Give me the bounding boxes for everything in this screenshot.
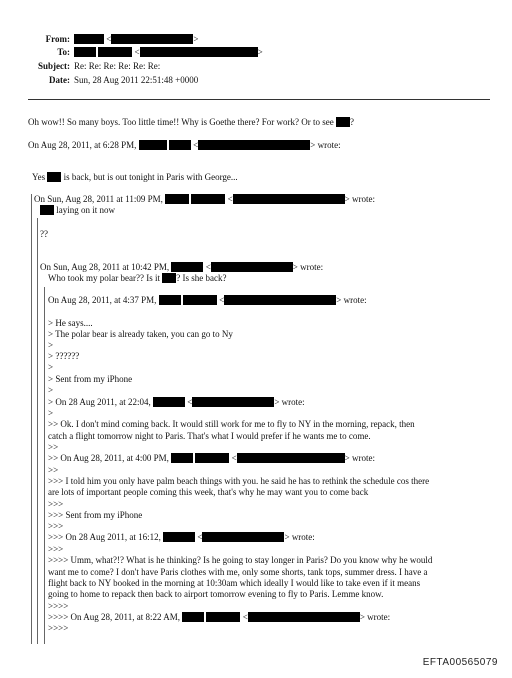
redaction bbox=[206, 612, 240, 622]
redaction bbox=[162, 273, 176, 283]
redaction bbox=[111, 34, 193, 44]
body-line: On Sun, Aug 28, 2011 at 10:42 PM, < > wrote: bbox=[40, 262, 324, 272]
document-id: EFTA00565079 bbox=[422, 657, 498, 668]
redaction bbox=[153, 397, 185, 407]
redaction bbox=[195, 453, 229, 463]
body-line: On Sun, Aug 28, 2011 at 11:09 PM, < > wrote: bbox=[34, 194, 375, 204]
quote-line: >>> Sent from my iPhone bbox=[48, 510, 143, 520]
header-date bbox=[0, 75, 198, 86]
body-line: Who took my polar bear?? Is it ? Is she back? bbox=[48, 273, 227, 283]
body-line: Yes is back, but is out tonight in Paris with George... bbox=[32, 172, 238, 182]
quote-line: >> bbox=[48, 442, 59, 452]
redaction bbox=[98, 47, 132, 57]
quote-line: >>>> bbox=[48, 601, 69, 611]
from-label: From: bbox=[45, 34, 70, 44]
redaction bbox=[183, 295, 217, 305]
quote-line: > bbox=[48, 385, 54, 395]
to-label: To: bbox=[57, 47, 70, 57]
quote-line: >> On Aug 28, 2011, at 4:00 PM, < > wrote: bbox=[48, 453, 375, 463]
redaction bbox=[74, 47, 96, 57]
redaction bbox=[171, 453, 193, 463]
redaction bbox=[40, 205, 54, 215]
header-divider bbox=[28, 99, 490, 100]
subject-label: Subject: bbox=[38, 61, 70, 71]
quote-line: > ?????? bbox=[48, 351, 80, 361]
date-label: Date: bbox=[49, 75, 70, 85]
redaction bbox=[248, 612, 360, 622]
redaction bbox=[169, 140, 191, 150]
header-from: From: < > bbox=[0, 34, 198, 45]
quote-line: >>> bbox=[48, 499, 64, 509]
redaction bbox=[159, 295, 181, 305]
redaction bbox=[47, 172, 61, 182]
quote-line: > The polar bear is already taken, you can go to Ny bbox=[48, 329, 233, 339]
subject-text: Re: Re: Re: Re: Re: Re: bbox=[74, 61, 161, 71]
quote-line: are lots of important people coming this week, that's why he may want you to come back bbox=[48, 487, 369, 497]
redaction bbox=[139, 140, 167, 150]
quote-line: >>>> bbox=[48, 623, 69, 633]
redaction bbox=[171, 262, 203, 272]
redaction bbox=[211, 262, 293, 272]
redaction bbox=[163, 532, 195, 542]
body-line: Oh wow!! So many boys. Too little time!! Why is Goethe there? For work? Or to see ? bbox=[28, 117, 354, 127]
quote-bar bbox=[31, 194, 32, 644]
body-line: ?? bbox=[40, 229, 48, 239]
body-line: On Aug 28, 2011, at 4:37 PM, < > wrote: bbox=[48, 295, 367, 305]
quote-line: flight back to NY booked in the morning at 10:30am which ideally I would like to take even if it means bbox=[48, 578, 421, 588]
redaction bbox=[336, 117, 350, 127]
redaction bbox=[191, 194, 225, 204]
quote-line: >>> I told him you only have palm beach things with you. he said he has to rethink the schedule cos there bbox=[48, 476, 430, 486]
quote-line: going to home to repack then back to airport tomorrow evening to fly to Paris. Lemme know. bbox=[48, 589, 384, 599]
redaction bbox=[237, 453, 345, 463]
redaction bbox=[202, 532, 284, 542]
quote-line: >>>> On Aug 28, 2011, at 8:22 AM, < > wrote: bbox=[48, 612, 391, 622]
quote-line: >> bbox=[48, 465, 59, 475]
quote-line: >>>> Umm, what?!? What is he thinking? Is he going to stay longer in Paris? Do you know why he would bbox=[48, 555, 433, 565]
redaction bbox=[198, 140, 310, 150]
quote-line: >> Ok. I don't mind coming back. It would still work for me to fly to NY in the morning, repack, then bbox=[48, 419, 415, 429]
quote-line: > He says.... bbox=[48, 318, 93, 328]
date-text: Sun, 28 Aug 2011 22:51:48 +0000 bbox=[74, 75, 199, 85]
quote-line: >>> On 28 Aug 2011, at 16:12, < > wrote: bbox=[48, 532, 315, 542]
quote-line: > bbox=[48, 362, 54, 372]
body-line: On Aug 28, 2011, at 6:28 PM, < > wrote: bbox=[28, 140, 341, 150]
quote-line: > On 28 Aug 2011, at 22:04, < > wrote: bbox=[48, 397, 305, 407]
quote-line: > bbox=[48, 408, 54, 418]
redaction bbox=[192, 397, 274, 407]
redaction bbox=[182, 612, 204, 622]
quote-line: >>> bbox=[48, 544, 64, 554]
quote-line: catch a flight tomorrow night to Paris. That's what I would prefer if he wants me to come. bbox=[48, 431, 371, 441]
quote-bar bbox=[37, 218, 38, 644]
redaction bbox=[224, 295, 336, 305]
quote-line: >>> bbox=[48, 521, 64, 531]
redaction bbox=[233, 194, 345, 204]
header-to: To: < > bbox=[0, 47, 263, 58]
header-subject bbox=[0, 61, 160, 72]
quote-line: > Sent from my iPhone bbox=[48, 374, 133, 384]
redaction bbox=[140, 47, 258, 57]
quote-bar bbox=[44, 287, 45, 644]
redaction bbox=[74, 34, 104, 44]
quote-line: want me to come? I don't have Paris clothes with me, only some shorts, tank tops, summer dress. I have a bbox=[48, 567, 428, 577]
body-line: laying on it now bbox=[40, 205, 115, 216]
quote-line: > bbox=[48, 340, 54, 350]
redaction bbox=[165, 194, 189, 204]
